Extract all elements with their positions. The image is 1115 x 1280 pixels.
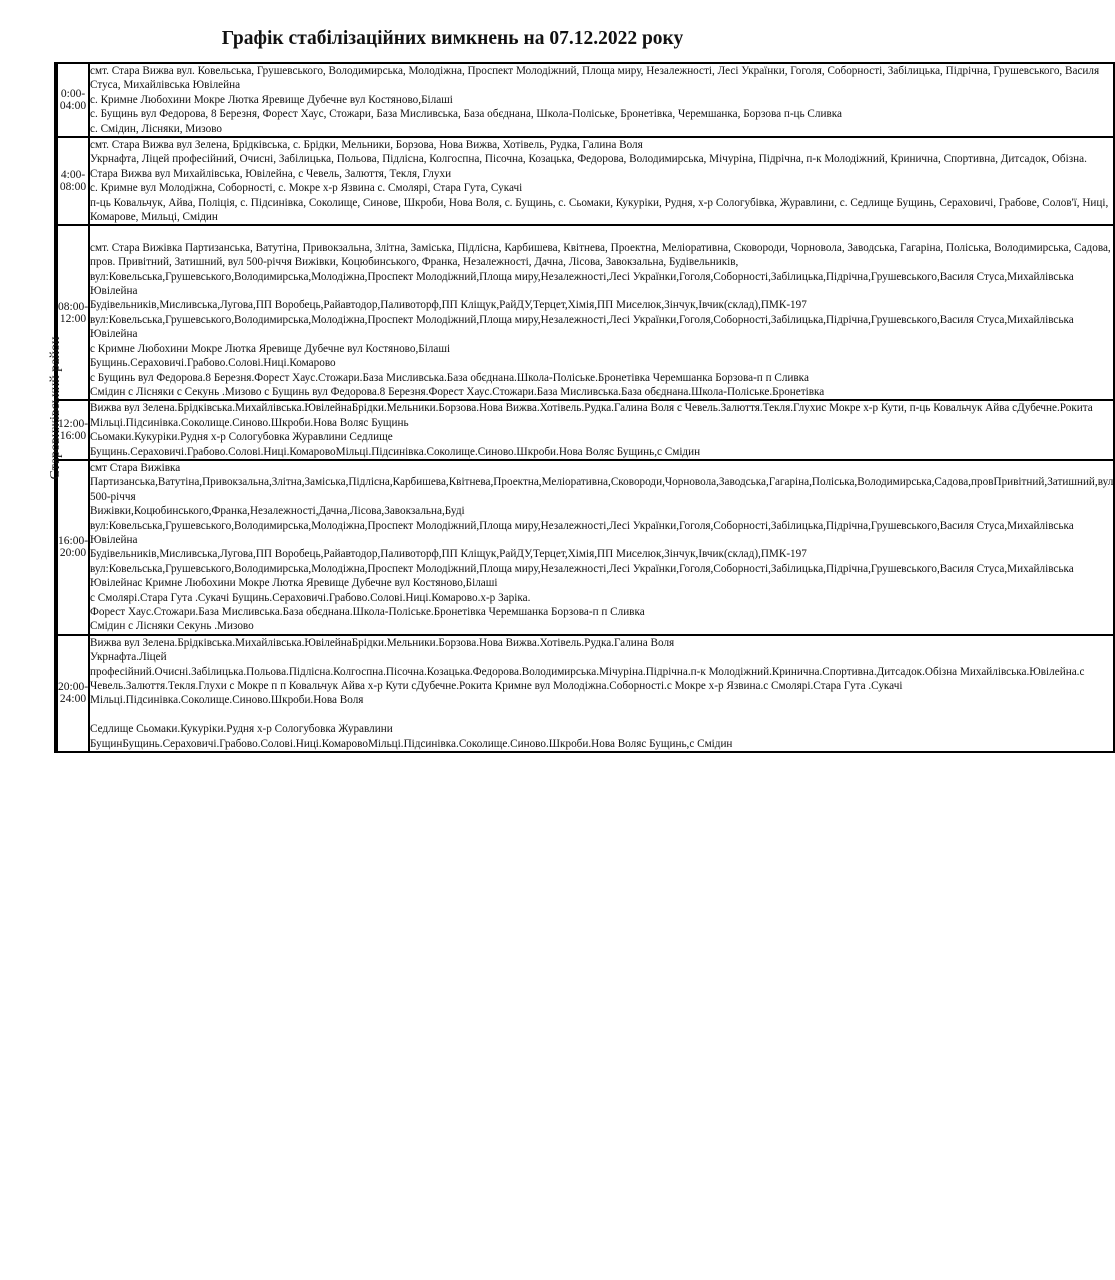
area-line: смт Стара Вижівка [90, 461, 181, 474]
outage-schedule-table [48, 62, 1115, 753]
schedule-row [55, 137, 1114, 225]
area-line: с Кримне Любохини Мокре Лютка Яревище Дубечне вул Костяново,Білаші [90, 342, 451, 355]
area-line: смт. Стара Вижва вул. Ковельська, Грушевського, Володимирська, Молодіжна, Проспект Молодіжний, Площа миру, Незалежності, Лесі Українки, Гоголя, Соборності, Забілицька, Підрічна, Грушевського, Василя Стуса, Михайлівська Ювілейна [90, 65, 1100, 92]
time-slot: 4:00-08:00 [57, 137, 89, 225]
area-line: смт. Стара Вижівка Партизанська, Ватутіна, Привокзальна, Злітна, Заміська, Підлісна, Карбишева, Квітнева, Проектна, Меліоративна, Сковороди, Чорновола, Заводська, Гагаріна, Поліська, Володимирська, Садова, пров. Привітний, Затишний, вул 500-річчя Вижівки, Коцюбинського, Франка, Незалежності, Дачна, Лісова, Завокзальна, Будівельників, [90, 241, 1111, 269]
area-line: Укрнафта, Ліцей професійний, Очисні, Забілицька, Польова, Підлісна, Колгоспна, Пісочна, Козацька, Федорова, Володимирська, Мічуріна, Підрічна, п-к Молодіжний, Кринична, Спортивна, Дитсадок, Обізна. [90, 153, 1087, 166]
area-line: с Бущинь вул Федорова.8 Березня.Форест Хаус.Стожари.База Мисливська.База обєднана.Школа-Поліське.Бронетівка Черемшанка Борзова-п п Сливка [90, 371, 809, 384]
time-slot: 16:00-20:00 [57, 460, 89, 635]
area-line: с. Смідин, Лісняки, Мизово [90, 122, 222, 135]
area-line: Вижва вул Зелена.Брідківська.Михайлівська.ЮвілейнаБрідки.Мельники.Борзова.Нова Вижва.Хотівель.Рудка.Галина Воля с Чевель.Залюття.Текля.Глухис Мокре х-р Кути, п-ць Ковальчук Айва сДубечне.Рокита [90, 402, 1093, 415]
area-line: п-ць Ковальчук, Айва, Поліція, с. Підсинівка, Соколище, Синове, Шкроби, Нова Воля, с. Бущинь, с. Сьомаки, Кукуріки, Рудня, х-р Сологубівка, Журавлини, с. Седлище Бущинь, Сераховичі, Грабове, Солов'ї, Ниці, Комарове, Мильці, Смідин [90, 196, 1109, 224]
area-line: с. Бущинь вул Федорова, 8 Березня, Форест Хаус, Стожари, База Мисливська, База обєднана, Школа-Поліське, Бронетівка, Черемшанка, Борзова п-ць Сливка [90, 108, 842, 121]
affected-areas [89, 225, 1114, 400]
schedule-row [55, 400, 1114, 460]
affected-areas [89, 63, 1114, 137]
area-line: Смідин с Лісняки с Секунь .Мизово с Бущинь вул Федорова.8 Березня.Форест Хаус.Стожари.База Мисливська.База обєднана.Школа-Поліське.Бронетівка [90, 385, 825, 398]
area-line: Стара Вижва вул Михайлівська, Ювілейна, с Чевель, Залюття, Текля, Глухи [90, 167, 452, 180]
schedule-row [55, 460, 1114, 635]
time-slot: 20:00-24:00 [57, 635, 89, 752]
area-line: Укрнафта.Ліцей [90, 651, 167, 664]
schedule-row [55, 225, 1114, 400]
area-line: БущинБущинь.Сераховичі.Грабово.Солові.Ниці.КомаровоМільці.Підсинівка.Соколище.Синово.Шкроби.Нова Воляс Бущинь,с Смідин [90, 737, 733, 750]
area-line: Мільці.Підсинівка.Соколище.Синово.Шкроби.Нова Воляс Бущинь [90, 416, 409, 429]
document-title: Графік стабілізаційних вимкнень на 07.12.2022 року [221, 28, 684, 49]
area-line: Седлище Сьомаки.Кукуріки.Рудня х-р Сологубовка Журавлини [90, 723, 393, 736]
area-line: Вижва вул Зелена.Брідківська.Михайлівська.ЮвілейнаБрідки.Мельники.Борзова.Нова Вижва.Хотівель.Рудка.Галина Воля [90, 636, 675, 649]
district-cell [48, 63, 63, 752]
area-line [90, 708, 1113, 722]
area-line: Будівельників,Мисливська,Лугова,ПП Воробець,Райавтодор,Паливоторф,ПП Кліщук,РайДУ,Терцет,Хімія,ПП Миселюк,Зінчук,Івчик(склад),ПМК-197 вул:Ковельська,Грушевського,Володимирська,Молодіжна,Проспект Молодіжний,Площа миру,Незалежності,Лесі Українки,Гоголя,Соборності,Забілицька,Підрічна,Грушевського,Василя Стуса,Михайлівська Ювілейна [90, 299, 1074, 341]
schedule-row [55, 63, 1114, 137]
area-line: с. Кримне вул Молодіжна, Соборності, с. Мокре х-р Язвина с. Смолярі, Стара Гута, Сукачі [90, 182, 523, 195]
area-line: Вижівки,Коцюбинського,Франка,Незалежності,Дачна,Лісова,Завокзальна,Буді [90, 505, 465, 518]
schedule-row [55, 635, 1114, 752]
area-line: Мільці.Підсинівка.Соколище.Синово.Шкроби.Нова Воля [90, 694, 364, 707]
time-slot: 0:00-04:00 [57, 63, 89, 137]
area-line: Будівельників,Мисливська,Лугова,ПП Воробець,Райавтодор,Паливоторф,ПП Кліщук,РайДУ,Терцет,Хімія,ПП Миселюк,Зінчук,Івчик(склад),ПМК-197 вул:Ковельська,Грушевського,Володимирська,Молодіжна,Проспект Молодіжний,Площа миру,Незалежності,Лесі Українки,Гоголя,Соборності,Забілицька,Підрічна,Грушевського,Василя Стуса,Михайлівська Ювілейнас Кримне Любохини Мокре Лютка Яревище Дубечне вул Костяново,Білаші [90, 548, 1074, 590]
area-line: Бущинь.Сераховичі.Грабово.Солові.Ниці.КомаровоМільці.Підсинівка.Соколище.Синово.Шкроби.Нова Воляс Бущинь,с Смідин [90, 445, 701, 458]
area-line: Бущинь.Сераховичі.Грабово.Солові.Ниці.Комарово [90, 357, 336, 370]
time-slot: 12:00-16:00 [57, 400, 89, 460]
area-line [90, 226, 1113, 240]
area-line: Партизанська,Ватутіна,Привокзальна,Злітна,Заміська,Підлісна,Карбишева,Квітнева,Проектна,Меліоративна,Сковороди,Чорновола,Заводська,Гагаріна,Поліська,Володимирська,Садова,провПривітний,Затишний,вул 500-річчя [90, 476, 1114, 503]
affected-areas [89, 137, 1114, 225]
area-line: с Смолярі.Стара Гута .Сукачі Бущинь.Сераховичі.Грабово.Солові.Ниці.Комарово.х-р Заріка. [90, 591, 531, 604]
area-line: с. Кримне Любохини Мокре Лютка Яревище Дубечне вул Костяново,Білаші [90, 93, 453, 106]
area-line: смт. Стара Вижва вул Зелена, Брідківська, с. Брідки, Мельники, Борзова, Нова Вижва, Хотівель, Рудка, Галина Воля [90, 139, 643, 152]
area-line: Форест Хаус.Стожари.База Мисливська.База обєднана.Школа-Поліське.Бронетівка Черемшанка Борзова-п п Сливка [90, 606, 645, 619]
time-slot: 08:00-12:00 [57, 225, 89, 400]
area-line: Сьомаки.Кукуріки.Рудня х-р Сологубовка Журавлини Седлище [90, 431, 393, 444]
area-line: Смідин с Лісняки Секунь .Мизово [90, 620, 254, 633]
district-name: Старовижівський район [48, 336, 63, 479]
area-line: професійний.Очисні.Забілицька.Польова.Підлісна.Колгоспна.Пісочна.Козацька.Федорова.Володимирська.Мічуріна.Підрічна.п-к Молодіжний.Кринична.Спортивна.Дитсадок.Обізна Михайлівська.Ювілейна.с Чевель.Залюття.Текля.Глухи с Мокре п п Ковальчук Айва х-р Кути сДубечне.Рокита Кримне вул Молодіжна.Соборності.с Мокре х-р Язвина.с Смолярі.Стара Гута .Сукачі [90, 665, 1085, 693]
area-line: вул:Ковельська,Грушевського,Володимирська,Молодіжна,Проспект Молодіжний,Площа миру,Незалежності,Лесі Українки,Гоголя,Соборності,Забілицька,Підрічна,Грушевського,Василя Стуса,Михайлівська Ювілейна [90, 519, 1074, 546]
affected-areas [89, 460, 1114, 635]
affected-areas [89, 400, 1114, 460]
affected-areas [89, 635, 1114, 752]
area-line: вул:Ковельська,Грушевського,Володимирська,Молодіжна,Проспект Молодіжний,Площа миру,Незалежності,Лесі Українки,Гоголя,Соборності,Забілицька,Підрічна,Грушевського,Василя Стуса,Михайлівська Ювілейна [90, 270, 1074, 298]
